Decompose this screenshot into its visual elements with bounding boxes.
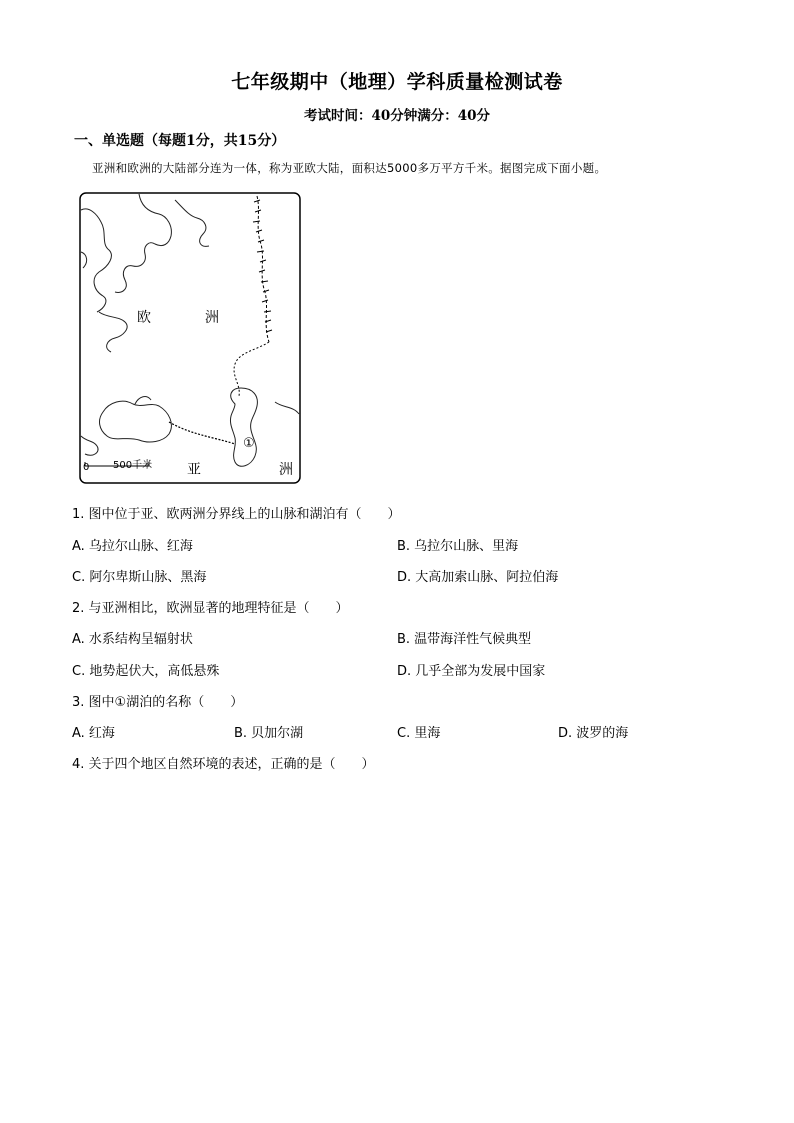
map-figure xyxy=(79,192,301,484)
question-2-option-b[interactable]: B. 温带海洋性气候典型 xyxy=(397,632,532,647)
question-1-option-c[interactable]: C. 阿尔卑斯山脉、黑海 xyxy=(72,570,207,585)
map-label-europe-1: 欧 xyxy=(137,310,151,326)
section-heading: 一、单选题（每题1分，共15分） xyxy=(74,133,286,149)
question-2-option-c[interactable]: C. 地势起伏大，高低悬殊 xyxy=(72,664,220,679)
question-3-option-b[interactable]: B. 贝加尔湖 xyxy=(234,726,304,741)
question-1-stem: 1. 图中位于亚、欧两洲分界线上的山脉和湖泊有（ ） xyxy=(72,507,401,522)
question-2-stem: 2. 与亚洲相比，欧洲显著的地理特征是（ ） xyxy=(72,601,349,616)
question-2-option-d[interactable]: D. 几乎全部为发展中国家 xyxy=(397,664,546,679)
map-label-asia-1: 亚 xyxy=(187,462,201,478)
question-1-option-a[interactable]: A. 乌拉尔山脉、红海 xyxy=(72,539,193,554)
lake-marker: ① xyxy=(243,436,255,451)
question-3-stem: 3. 图中①湖泊的名称（ ） xyxy=(72,695,244,710)
question-3-option-c[interactable]: C. 里海 xyxy=(397,726,441,741)
question-4-stem: 4. 关于四个地区自然环境的表述，正确的是（ ） xyxy=(72,757,375,772)
exam-info: 考试时间：40分钟满分：40分 xyxy=(303,108,491,124)
map-label-europe-2: 洲 xyxy=(205,310,219,326)
question-3-option-a[interactable]: A. 红海 xyxy=(72,726,115,741)
scale-text: 500千米 xyxy=(113,460,153,471)
question-1-option-b[interactable]: B. 乌拉尔山脉、里海 xyxy=(397,539,519,554)
intro-paragraph: 亚洲和欧洲的大陆部分连为一体，称为亚欧大陆，面积达5000多万平方千米。据图完成下面小题。 xyxy=(92,161,607,175)
scale-zero: 0 xyxy=(83,462,90,473)
question-3-option-d[interactable]: D. 波罗的海 xyxy=(558,726,629,741)
page-title: 七年级期中（地理）学科质量检测试卷 xyxy=(231,71,563,93)
question-2-option-a[interactable]: A. 水系结构呈辐射状 xyxy=(72,632,193,647)
europe-asia-map xyxy=(79,192,301,484)
question-1-option-d[interactable]: D. 大高加索山脉、阿拉伯海 xyxy=(397,570,559,585)
map-label-asia-2: 洲 xyxy=(279,462,293,478)
map-frame xyxy=(80,193,300,483)
